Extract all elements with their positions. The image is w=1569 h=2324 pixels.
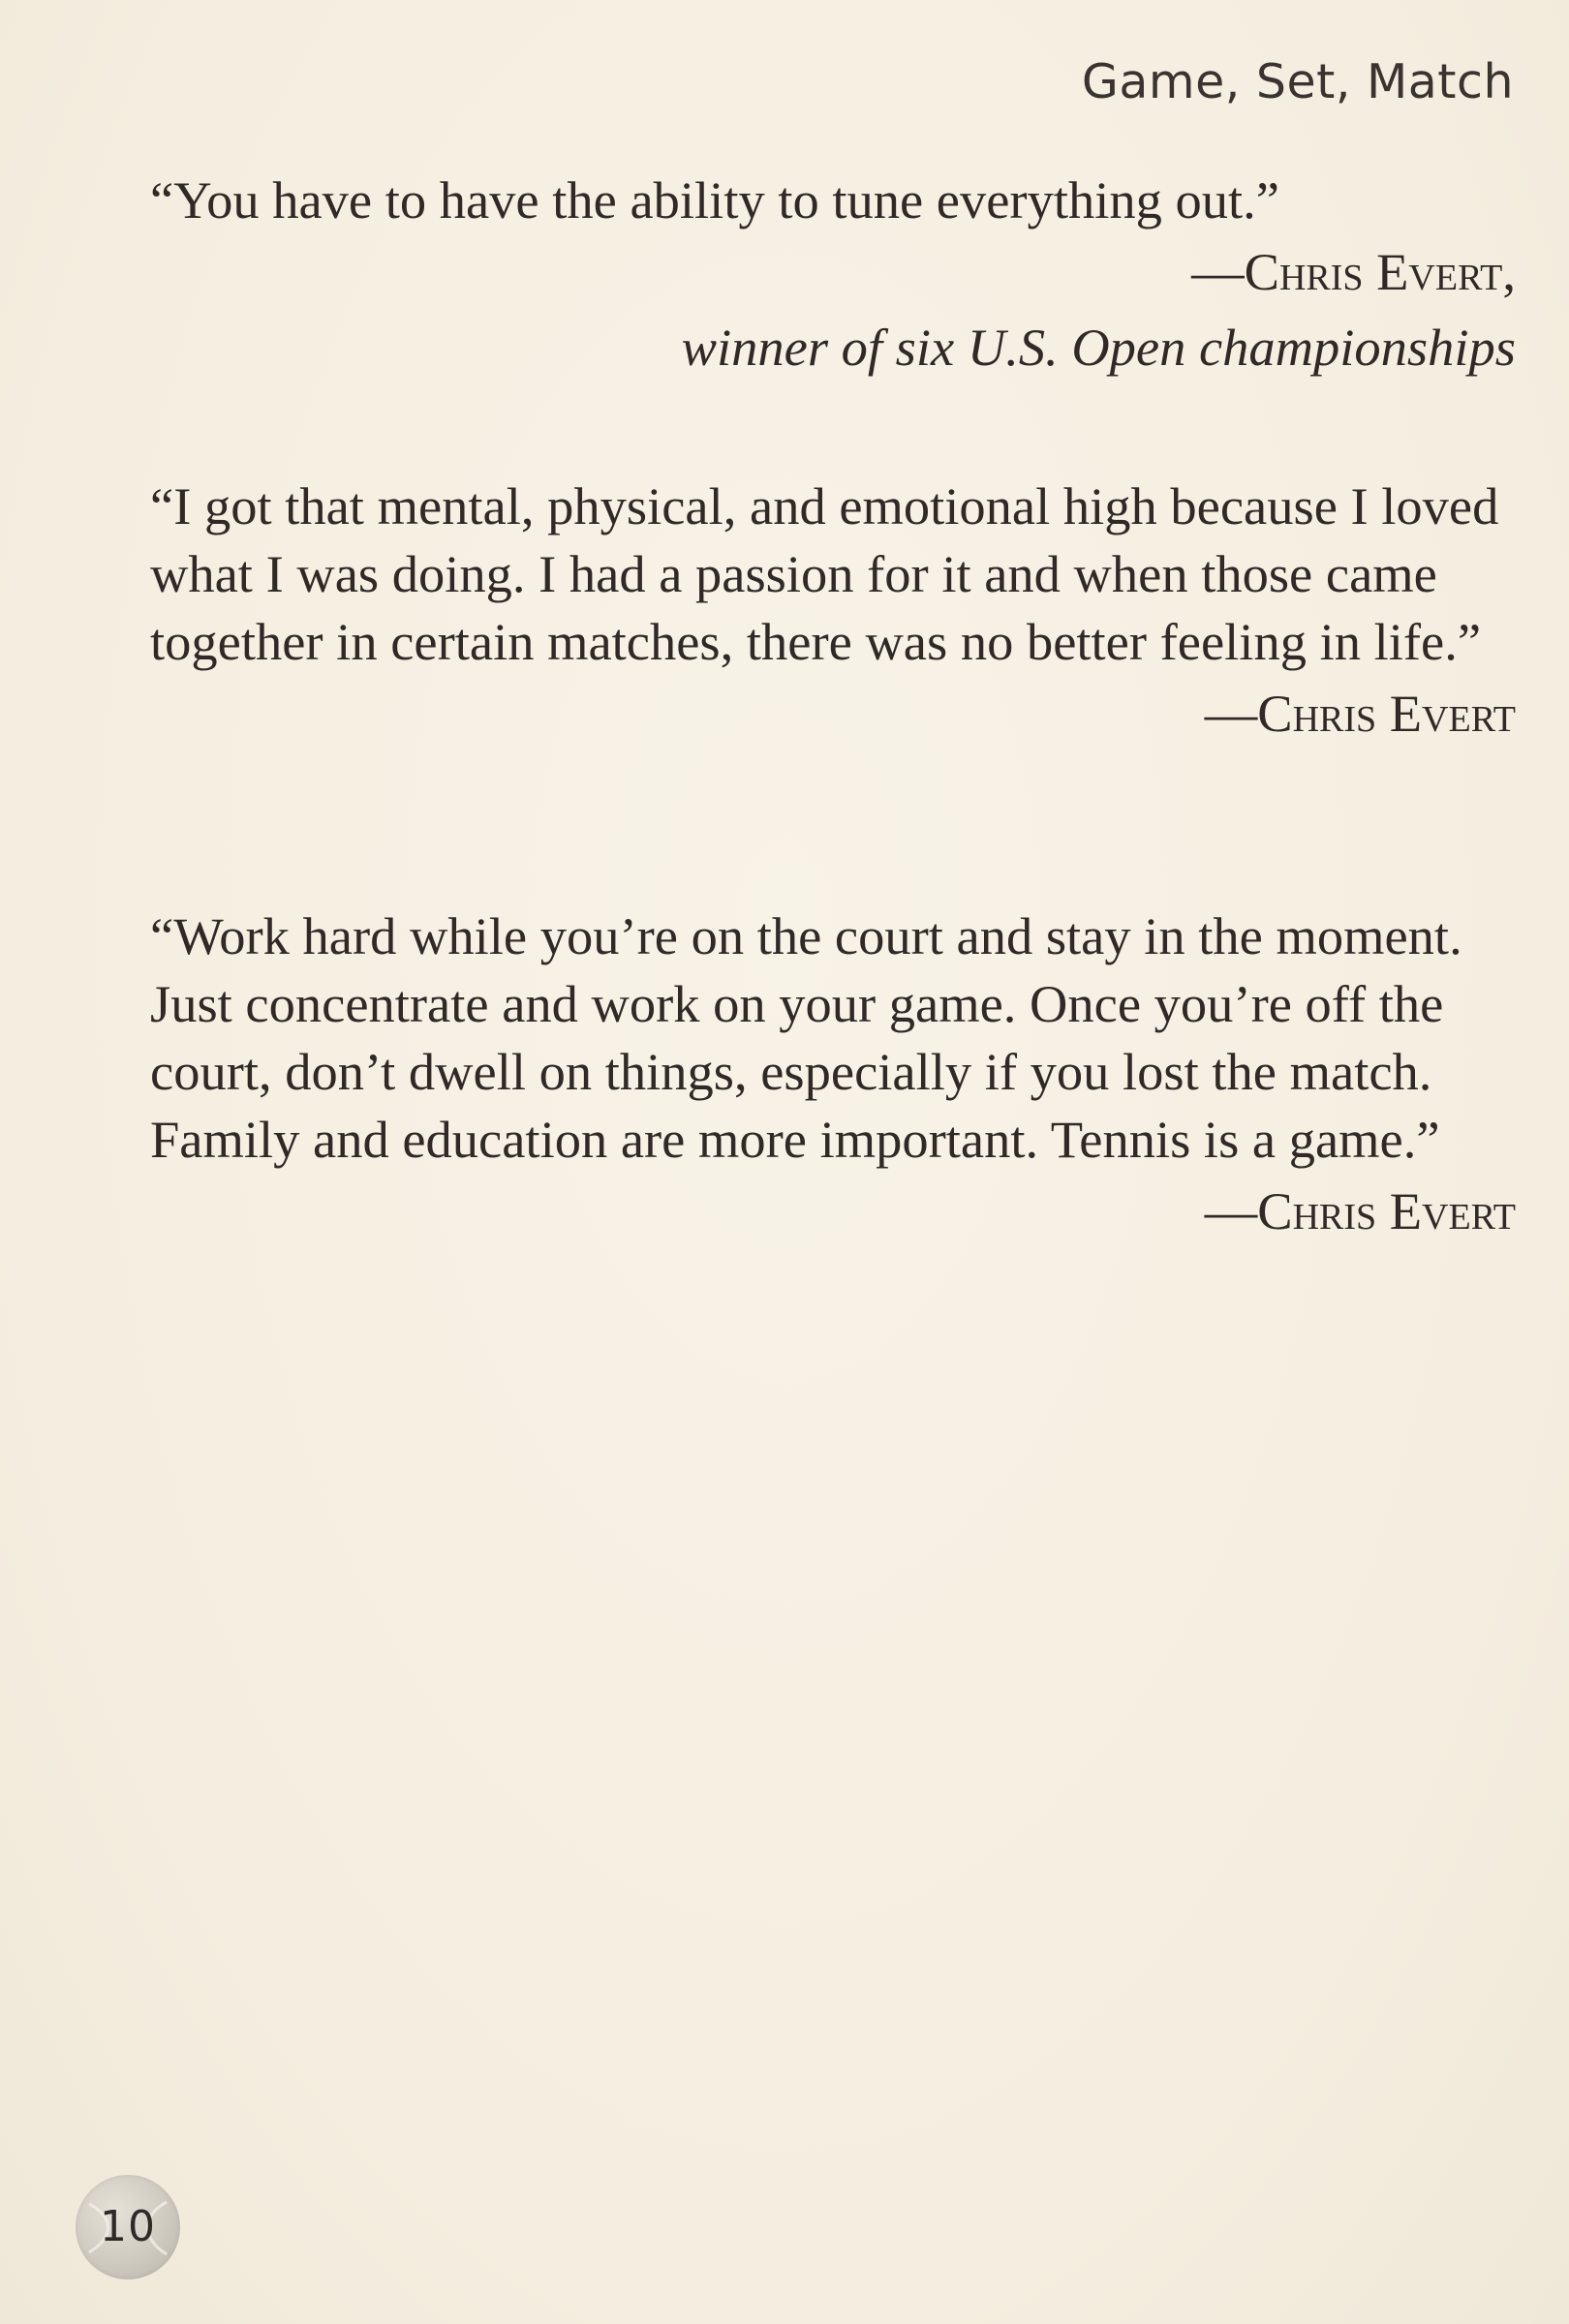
quote-attribution: —Chris Evert, [1191,242,1516,301]
quote-block [150,902,1516,1245]
tennis-ball-icon [76,2175,180,2279]
quote-block [150,473,1516,748]
quote-text: “Work hard while you’re on the court and stay in the moment. Just concentrate and work on your game. Once you’re off the court, don’t dwell on things, especially if you lost the match. Family and education are more important. Tennis is a game.” [150,906,1462,1169]
quote-attribution-subtitle: winner of six U.S. Open championships [681,318,1516,377]
quote-text: “I got that mental, physical, and emotional high because I loved what I was doing. I had a passion for it and when those came together in certain matches, there was no better feeling in life.” [150,476,1499,671]
running-head: Game, Set, Match [1081,54,1514,109]
page-number: 10 [100,2202,156,2251]
quote-block [150,167,1516,389]
quote-attribution: —Chris Evert [1204,684,1516,743]
quote-attribution: —Chris Evert [1204,1181,1516,1240]
quote-text: “You have to have the ability to tune everything out.” [150,170,1279,229]
